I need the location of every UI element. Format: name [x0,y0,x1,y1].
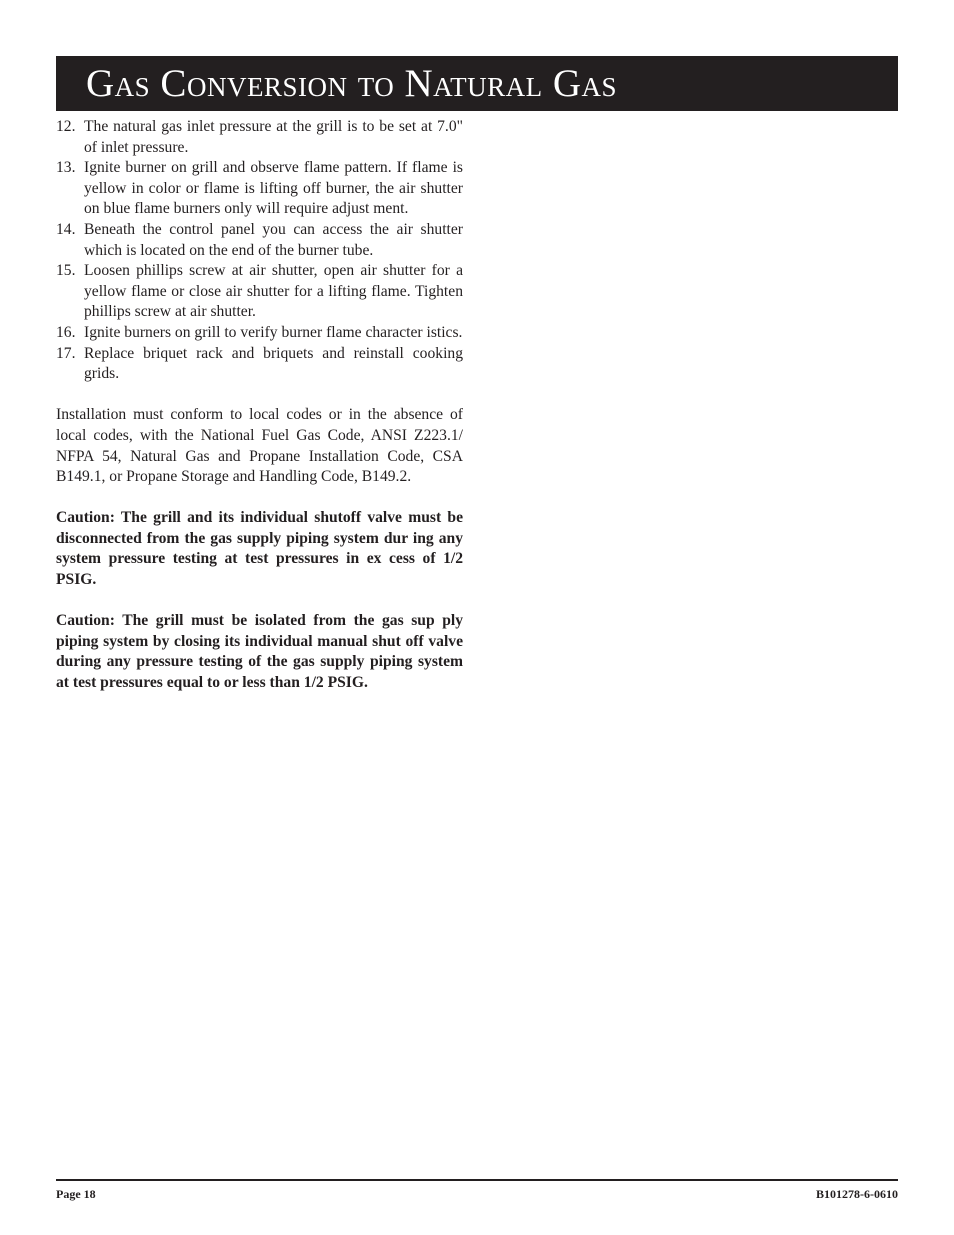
list-item [56,323,463,344]
list-item [56,117,463,158]
step-text: Replace briquet rack and briquets and reinstall cooking grids. [84,344,463,383]
caution-isolation: Caution: The grill must be isolated from the gas sup ply piping system by closing its individual manual shut off valve during any pressure testing of the gas supply piping system at test pressures equal to or less than 1/2 PSIG. [56,612,463,692]
page-title: Gas Conversion to Natural Gas [86,62,618,105]
content-column [56,117,463,694]
step-text: The natural gas inlet pressure at the grill is to be set at 7.0" of inlet pressure. [84,118,463,156]
step-text: Ignite burner on grill and observe flame pattern. If flame is yellow in color or flame is lifting off burner, the air shutter on blue flame burners only will require adjust ment. [84,159,463,218]
document-number: B101278-6-0610 [816,1187,898,1201]
page-number: Page 18 [56,1187,96,1201]
step-number: 15. [56,262,76,280]
title-bar [56,56,898,111]
step-number: 12. [56,118,76,135]
step-number: 17. [56,344,76,362]
step-text: Ignite burners on grill to verify burner flame character istics. [84,323,463,341]
footer-divider [56,1179,898,1181]
step-text: Loosen phillips screw at air shutter, open air shutter for a yellow flame or close air shutter for a lifting flame. Tighten phillips screw at air shutter. [84,262,463,321]
step-number: 13. [56,159,76,177]
step-number: 14. [56,220,76,238]
caution-shutoff-valve: Caution: The grill and its individual shutoff valve must be disconnected from the gas supply piping system dur ing any system pressure testing at test pressures in ex cess of 1/2 PSIG. [56,509,463,589]
step-number: 16. [56,323,76,341]
list-item [56,158,463,220]
list-item [56,261,463,323]
list-item [56,220,463,261]
installation-note: Installation must conform to local codes or in the absence of local codes, with the National Fuel Gas Code, ANSI Z223.1/ NFPA 54, Natural Gas and Propane Installation Code, CSA B149.1, or Propane Storage and Handling Code, B149.2. [56,406,463,486]
steps-list [56,117,463,385]
list-item [56,344,463,385]
step-text: Beneath the control panel you can access the air shutter which is located on the end of the burner tube. [84,220,463,259]
